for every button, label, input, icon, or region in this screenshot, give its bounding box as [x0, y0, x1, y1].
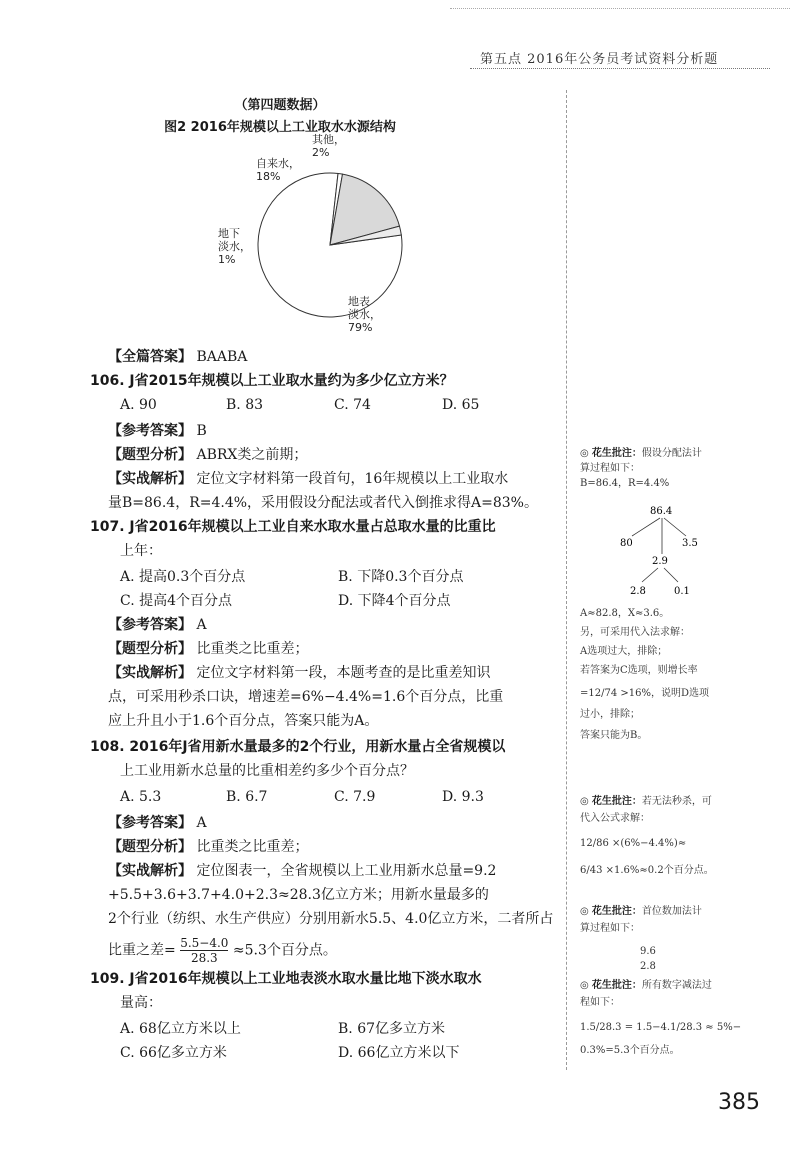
sidenote-1-e: 另，可采用代入法求解： — [580, 627, 690, 638]
q106-option-c: C. 74 — [334, 397, 371, 413]
q106-option-a: A. 90 — [120, 397, 157, 413]
q108-fraction-numerator: 5.5−4.0 — [180, 936, 229, 950]
column-separator — [566, 90, 567, 1070]
q108-option-d: D. 9.3 — [442, 789, 484, 805]
tree-middle: 2.9 — [652, 556, 668, 567]
q108-stem-1: 108. 2016年J省用新水量最多的2个行业，用新水量占全省规模以 — [90, 739, 506, 755]
sidenote-3-c: 9.6 — [640, 946, 656, 957]
sidenote-1 — [580, 446, 702, 491]
running-head: 第五点 2016年公务员考试资料分析题 — [480, 52, 719, 67]
tree-right: 3.5 — [682, 538, 698, 549]
sidenote-4-label: 花生批注： — [591, 980, 642, 991]
tree-left: 80 — [620, 538, 633, 549]
chart-title: 图2 2016年规模以上工业取水水源结构 — [164, 120, 396, 135]
q107-ref: A — [196, 617, 207, 633]
sidenote-2 — [580, 794, 714, 878]
q108-analysis-3: 2个行业（纺织、水生产供应）分别用新水5.5、4.0亿立方米，二者所占 — [108, 911, 554, 927]
sidenote-1-f: A选项过大，排除； — [580, 646, 668, 657]
page-number: 385 — [718, 1090, 760, 1115]
q107-stem-2: 上年： — [120, 543, 162, 559]
q107-option-c: C. 提高4个百分点 — [120, 593, 233, 609]
sidenote-2-c: 12/86 ×(6%−4.4%)≈ — [580, 838, 687, 849]
q107-stem-1: 107. J省2016年规模以上工业自来水取水量占总取水量的比重比 — [90, 519, 496, 535]
q108-type: 比重类之比重差； — [196, 839, 309, 855]
q108-option-b: B. 6.7 — [226, 789, 268, 805]
q109-option-a: A. 68亿立方米以上 — [120, 1021, 241, 1037]
tree-top: 86.4 — [650, 506, 673, 517]
sidenote-2-d: 6/43 ×1.6%≈0.2个百分点。 — [580, 865, 714, 876]
sidenote-4-c: 1.5/28.3 = 1.5−4.1/28.3 ≈ 5%− — [580, 1022, 742, 1033]
q107-type-label: 【题型分析】 — [108, 641, 192, 657]
answers-label: 【全篇答案】 — [108, 349, 192, 365]
sidenote-1-c: B=86.4，R=4.4% — [580, 478, 670, 489]
allocation-tree — [590, 500, 730, 600]
q106-analysis-label: 【实战解析】 — [108, 471, 192, 487]
q108-stem-2: 上工业用新水总量的比重相差约多少个百分点？ — [120, 763, 414, 779]
note-icon: ◎ — [580, 448, 589, 459]
q108-option-a: A. 5.3 — [120, 789, 162, 805]
pie-label-0-1: 淡水， — [348, 308, 381, 321]
q109-option-d: D. 66亿立方米以下 — [338, 1045, 460, 1061]
q109-stem-2: 量高： — [120, 995, 162, 1011]
answers-value: BAABA — [196, 349, 248, 365]
top-dotted-rule — [450, 8, 790, 9]
sidenote-4-b: 程如下： — [580, 997, 620, 1008]
pie-label-1-1: 淡水， — [218, 240, 251, 253]
pie-label-3-1: 2% — [312, 146, 330, 159]
tree-bottom-left: 2.8 — [630, 586, 646, 597]
q108-analysis-4a: 比重之差= — [108, 942, 176, 959]
pie-chart — [200, 133, 460, 340]
sidenote-3 — [580, 904, 702, 974]
sidenote-3-label: 花生批注： — [591, 906, 642, 917]
q106-ref: B — [196, 423, 207, 439]
q109-stem-1: 109. J省2016年规模以上工业地表淡水取水量比地下淡水取水 — [90, 971, 482, 987]
q106-type: ABRX类之前期； — [196, 447, 308, 463]
pie-label-1-2: 1% — [218, 253, 236, 266]
sidenote-4 — [580, 978, 741, 1058]
pie-label-2-1: 18% — [256, 170, 281, 183]
sidenote-1-h: =12/74 >16%，说明D选项 — [580, 688, 709, 699]
q108-option-c: C. 7.9 — [334, 789, 376, 805]
sidenote-3-b: 算过程如下： — [580, 923, 640, 934]
q106-stem: 106. J省2015年规模以上工业取水量约为多少亿立方米？ — [90, 373, 454, 389]
q108-analysis-1: 定位图表一，全省规模以上工业用新水总量=9.2 — [196, 863, 497, 879]
pie-label-0-2: 79% — [348, 321, 373, 334]
q108-analysis-label: 【实战解析】 — [108, 863, 192, 879]
q107-option-b: B. 下降0.3个百分点 — [338, 569, 464, 585]
q109-option-c: C. 66亿多立方米 — [120, 1045, 227, 1061]
sidenote-2-a: 若无法秒杀，可 — [641, 796, 712, 807]
q107-analysis-1: 定位文字材料第一段，本题考查的是比重差知识 — [196, 665, 491, 681]
pie-label-0-0: 地表 — [348, 295, 370, 308]
tree-bottom-right: 0.1 — [674, 586, 690, 597]
sidenote-1-label: 花生批注： — [591, 448, 642, 459]
sidenote-4-a: 所有数字减法过 — [641, 980, 712, 991]
q106-type-label: 【题型分析】 — [108, 447, 192, 463]
sidenote-1-g: 若答案为C选项，则增长率 — [580, 665, 698, 676]
sidenote-4-d: 0.3%=5.3个百分点。 — [580, 1045, 680, 1056]
figure-caption: （第四题数据） — [234, 98, 326, 113]
pie-label-3-0: 其他， — [312, 133, 345, 146]
q106-analysis-2: 量B=86.4，R=4.4%，采用假设分配法或者代入倒推求得A=83%。 — [108, 495, 538, 511]
q107-analysis-2: 点，可采用秒杀口诀，增速差=6%−4.4%=1.6个百分点，比重 — [108, 689, 504, 705]
q107-option-a: A. 提高0.3个百分点 — [120, 569, 246, 585]
note-icon: ◎ — [580, 980, 589, 991]
sidenote-2-label: 花生批注： — [591, 796, 642, 807]
q106-option-d: D. 65 — [442, 397, 480, 413]
q108-analysis-2: +5.5+3.6+3.7+4.0+2.3≈28.3亿立方米；用新水量最多的 — [108, 887, 489, 903]
running-head-rule — [470, 68, 770, 69]
sidenote-1-d: A≈82.8，X≈3.6。 — [580, 608, 670, 619]
q107-analysis-3: 应上升且小于1.6个百分点，答案只能为A。 — [108, 713, 379, 729]
q106-ref-label: 【参考答案】 — [108, 423, 192, 439]
q107-analysis-label: 【实战解析】 — [108, 665, 192, 681]
q108-ref-label: 【参考答案】 — [108, 815, 192, 831]
sidenote-2-b: 代入公式求解： — [580, 813, 650, 824]
q108-analysis-4b: ≈5.3个百分点。 — [232, 942, 337, 959]
q107-option-d: D. 下降4个百分点 — [338, 593, 451, 609]
sidenote-1-b: 算过程如下： — [580, 463, 640, 474]
pie-label-2-0: 自来水， — [256, 157, 300, 170]
sidenote-1-i: 过小，排除； — [580, 709, 640, 720]
pie-label-1-0: 地下 — [218, 227, 240, 240]
sidenote-1-j: 答案只能为B。 — [580, 730, 648, 741]
q106-option-b: B. 83 — [226, 397, 264, 413]
q108-ref: A — [196, 815, 207, 831]
sidenote-3-a: 首位数加法计 — [641, 906, 702, 917]
q107-type: 比重类之比重差； — [196, 641, 309, 657]
q108-type-label: 【题型分析】 — [108, 839, 192, 855]
sidenote-1-cont — [580, 606, 709, 743]
note-icon: ◎ — [580, 906, 589, 917]
q109-option-b: B. 67亿多立方米 — [338, 1021, 446, 1037]
q108-fraction-denominator: 28.3 — [190, 951, 218, 965]
sidenote-1-a: 假设分配法计 — [641, 448, 702, 459]
q107-ref-label: 【参考答案】 — [108, 617, 192, 633]
q106-analysis-1: 定位文字材料第一段首句，16年规模以上工业取水 — [196, 471, 509, 487]
sidenote-3-d: 2.8 — [640, 961, 656, 972]
note-icon: ◎ — [580, 796, 589, 807]
